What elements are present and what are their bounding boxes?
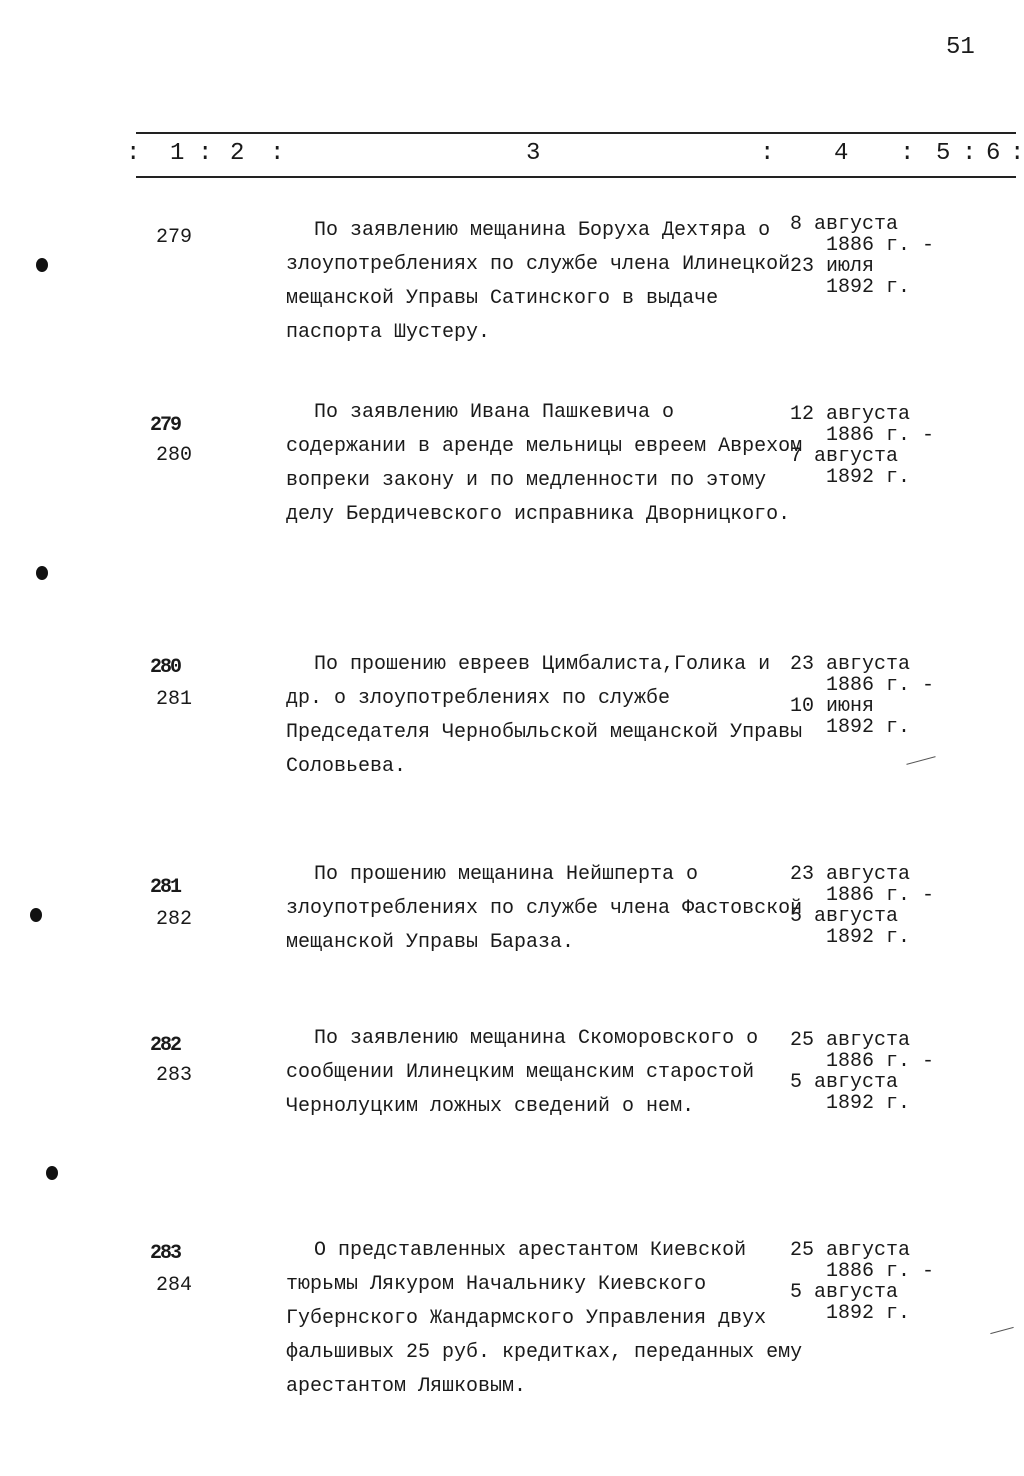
end-date: 5 августа [790,1281,899,1304]
punch-hole-mark [36,566,48,580]
end-date: 5 августа [790,905,899,928]
entry-dates [790,864,950,948]
header-rule-top [136,132,1016,134]
start-year: 1886 г. - [826,1050,935,1073]
column-separator: : [198,140,213,167]
column-separator: : [1010,140,1024,167]
entry-number: 280 [156,444,193,467]
end-year: 1892 г. [826,1092,911,1115]
start-year: 1886 г. - [826,1260,935,1283]
end-year: 1892 г. [826,466,911,489]
end-date: 10 июня [790,695,875,718]
entry-number: 284 [156,1274,193,1297]
crossed-out-number: 280 [150,656,181,679]
column-separator: : [760,140,775,167]
entry-dates [790,1240,950,1324]
column-separator: : [270,140,285,167]
crossed-out-number: 281 [150,876,181,899]
column-number-5: 5 [936,140,951,167]
entry-dates [790,404,950,488]
column-number-2: 2 [230,140,245,167]
column-numbers-row [0,140,1024,170]
entry-description: По заявлению мещанина Скоморовского о сообщении Илинецким мещанским старостой Чернолуцким ложных сведений о нем. [286,1027,759,1118]
crossed-out-number: 283 [150,1242,181,1265]
start-date: 12 августа [790,403,911,426]
pencil-mark [906,756,935,765]
start-date: 23 августа [790,653,911,676]
entry-dates [790,1030,950,1114]
column-number-1: 1 [170,140,185,167]
crossed-out-number: 282 [150,1034,181,1057]
entry-description: По заявлению Ивана Пашкевича о содержании в аренде мельницы евреем Аврехом вопреки закону и по медленности по этому делу Бердичевского исправника Дворницкого. [286,401,803,526]
end-year: 1892 г. [826,716,911,739]
start-date: 25 августа [790,1239,911,1262]
entry-number: 281 [156,688,193,711]
entry-dates [790,214,950,298]
column-separator: : [900,140,915,167]
punch-hole-mark [36,258,48,272]
column-number-4: 4 [834,140,849,167]
column-separator: : [962,140,977,167]
page-number: 51 [946,34,975,61]
crossed-out-number: 279 [150,414,181,437]
end-date: 5 августа [790,1071,899,1094]
entry-description: По прошению евреев Цимбалиста,Голика и др. о злоупотреблениях по службе Председателя Чернобыльской мещанской Управы Соловьева. [286,653,803,778]
start-year: 1886 г. - [826,674,935,697]
start-date: 25 августа [790,1029,911,1052]
end-year: 1892 г. [826,276,911,299]
entry-description: По прошению мещанина Нейшперта о злоупотреблениях по службе члена Фастовской мещанской Управы Бараза. [286,863,803,954]
start-date: 8 августа [790,213,899,236]
entry-number: 283 [156,1064,193,1087]
punch-hole-mark [46,1166,58,1180]
column-number-3: 3 [526,140,541,167]
start-year: 1886 г. - [826,884,935,907]
start-date: 23 августа [790,863,911,886]
entry-dates [790,654,950,738]
end-year: 1892 г. [826,926,911,949]
column-number-6: 6 [986,140,1001,167]
pencil-mark [990,1327,1013,1334]
start-year: 1886 г. - [826,424,935,447]
start-year: 1886 г. - [826,234,935,257]
entry-description: По заявлению мещанина Боруха Дехтяра о злоупотреблениях по службе члена Илинецкой мещанской Управы Сатинского в выдаче паспорта Шустеру. [286,219,791,344]
end-year: 1892 г. [826,1302,911,1325]
punch-hole-mark [30,908,42,922]
end-date: 23 июля [790,255,875,278]
entry-number: 282 [156,908,193,931]
entry-number: 279 [156,226,193,249]
end-date: 7 августа [790,445,899,468]
header-rule-bottom [136,176,1016,178]
column-separator: : [126,140,141,167]
entry-description: О представленных арестантом Киевской тюрьмы Лякуром Начальнику Киевского Губернского Жандармского Управления двух фальшивых 25 руб. кредитках, переданных ему арестантом Ляшковым. [286,1239,803,1398]
